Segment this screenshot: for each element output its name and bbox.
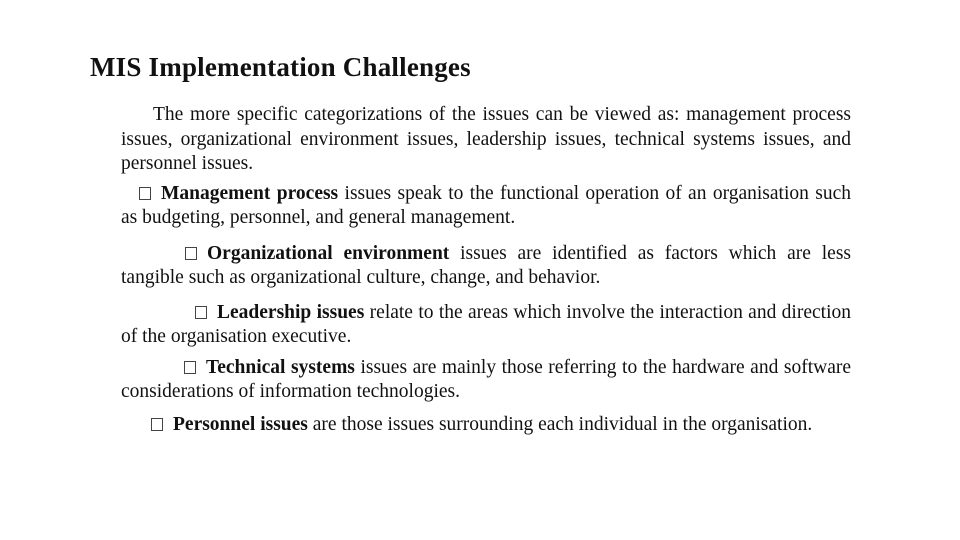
slide-body <box>121 103 851 437</box>
bullet-term: Leadership issues <box>217 301 365 323</box>
square-bullet-icon <box>184 361 196 374</box>
slide-title: MIS Implementation Challenges <box>90 52 471 82</box>
bullet-item <box>121 242 851 291</box>
intro-paragraph: The more specific categorizations of the issues can be viewed as: management process issues, organizational environment issues, leadership issues, technical systems issues, and personnel issues. <box>121 104 851 174</box>
bullet-item <box>121 182 851 231</box>
square-bullet-icon <box>151 418 163 431</box>
bullet-text: issues are mainly those referring to the hardware and software considerations of information technologies. <box>121 356 851 402</box>
bullet-term: Technical systems <box>206 356 355 378</box>
bullet-term: Management process <box>161 182 339 204</box>
bullet-term: Personnel issues <box>173 413 308 435</box>
bullet-item <box>121 301 851 350</box>
bullet-text: issues are identified as factors which are less tangible such as organizational culture, change, and behavior. <box>121 242 852 288</box>
bullet-text: relate to the areas which involve the interaction and direction of the organisation executive. <box>121 301 851 347</box>
bullet-item <box>121 413 851 438</box>
square-bullet-icon <box>195 306 207 319</box>
square-bullet-icon <box>139 187 151 200</box>
bullet-item <box>121 356 851 405</box>
bullet-text: issues speak to the functional operation of an organisation such as budgeting, personnel, and general management. <box>121 182 852 228</box>
bullet-text: are those issues surrounding each individual in the organisation. <box>307 413 813 435</box>
square-bullet-icon <box>185 247 197 260</box>
bullet-term: Organizational environment <box>207 242 450 264</box>
